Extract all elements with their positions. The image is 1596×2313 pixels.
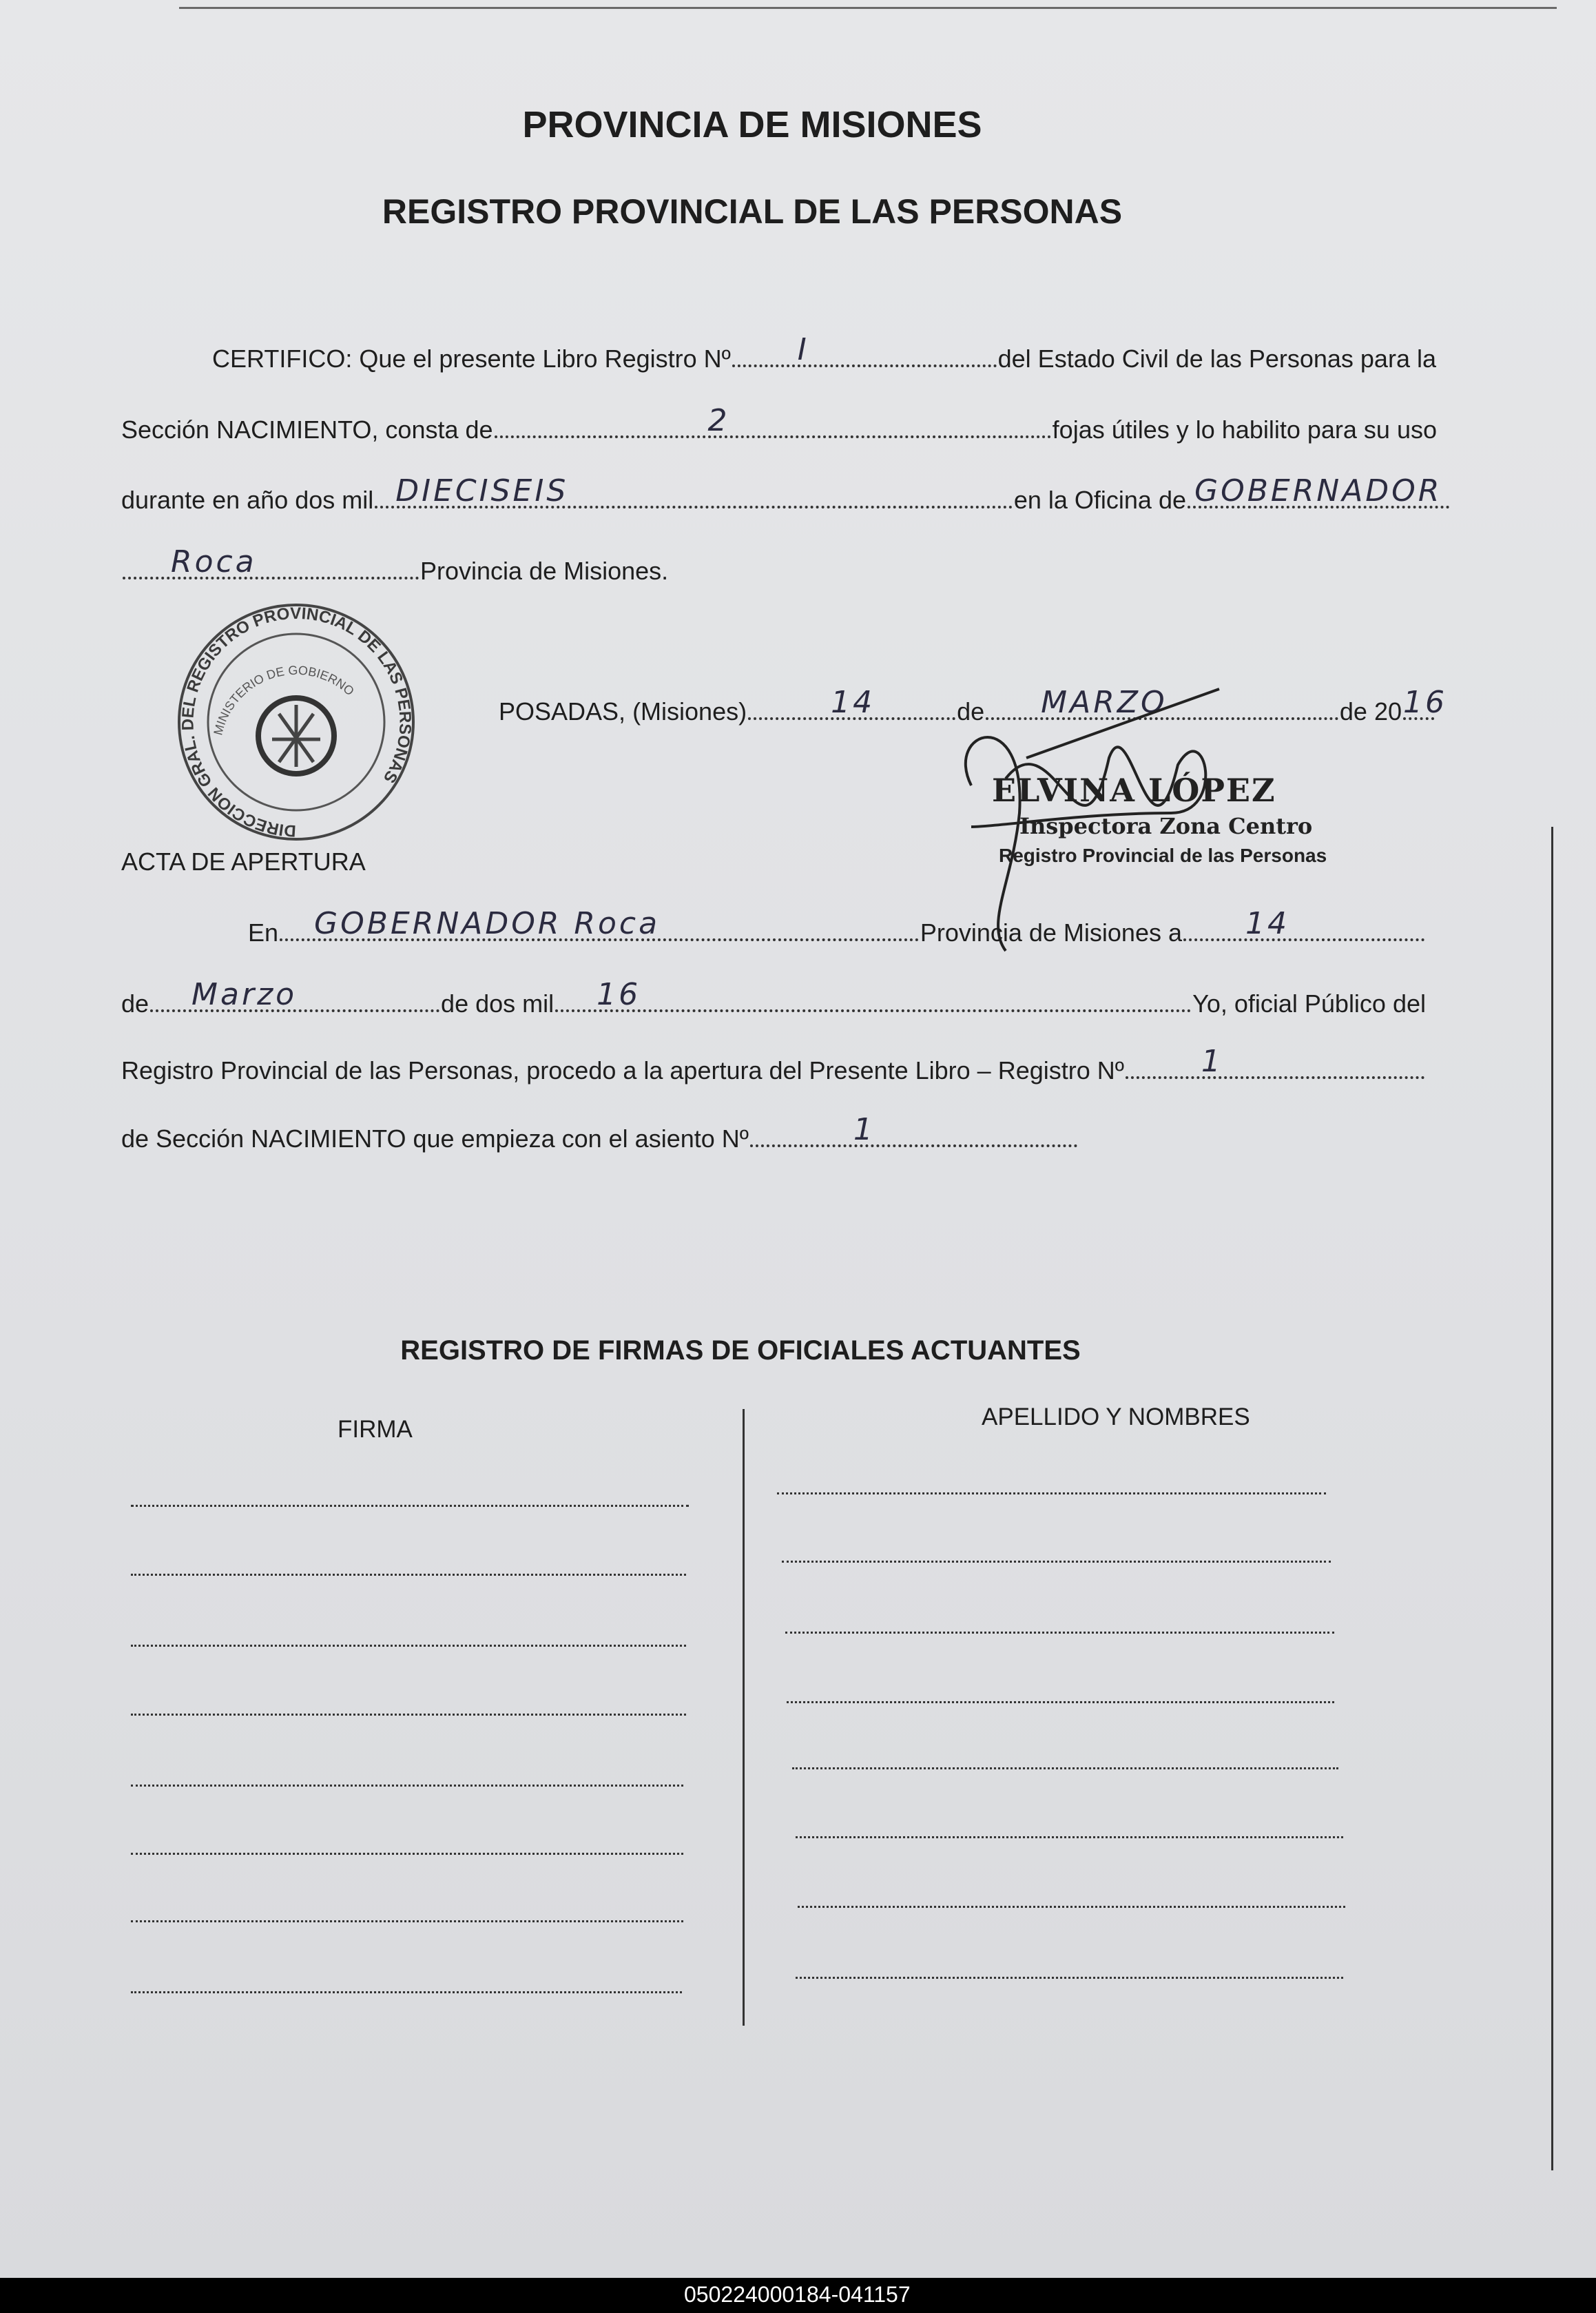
fill-field [123, 544, 419, 579]
handwritten-value: Marzo [191, 977, 298, 1012]
nombre-line [792, 1767, 1338, 1769]
signer-org: Registro Provincial de las Personas [999, 845, 1327, 866]
handwritten-value: 2 [707, 403, 730, 438]
text: de [957, 697, 985, 726]
fill-field [1126, 1044, 1424, 1079]
text: En [248, 918, 279, 947]
text: de dos mil [441, 989, 555, 1018]
nombre-line [782, 1561, 1331, 1563]
firmas-title: REGISTRO DE FIRMAS DE OFICIALES ACTUANTES [400, 1335, 1081, 1366]
nombre-line [796, 1836, 1343, 1838]
fill-field [1403, 685, 1447, 720]
text: Provincia de Misiones. [420, 557, 669, 585]
fill-field [1188, 473, 1449, 508]
handwritten-value: DIECISEIS [395, 473, 569, 508]
cert-line-3 [121, 473, 1451, 515]
fill-field [150, 977, 439, 1012]
document-title: PROVINCIA DE MISIONES [522, 104, 982, 145]
text: del Estado Civil de las Personas para la [997, 345, 1436, 373]
acta-line-2 [121, 977, 1426, 1018]
signer-name: ELVINA LÓPEZ [992, 772, 1276, 809]
page-edge [1551, 827, 1553, 2170]
cert-line-1 [212, 332, 1436, 373]
firma-line [131, 1785, 683, 1787]
text: fojas útiles y lo habilito para su uso [1052, 415, 1437, 444]
top-edge [179, 7, 1557, 9]
text: Provincia de Misiones a [920, 918, 1182, 947]
handwritten-value: GOBERNADOR Roca [314, 906, 661, 941]
fill-field [1183, 906, 1424, 941]
cert-line-4 [121, 544, 810, 586]
fill-field [555, 977, 1191, 1012]
nombre-line [785, 1632, 1334, 1634]
firma-line [131, 1714, 686, 1716]
acta-line-4 [121, 1112, 1079, 1153]
nombre-line [796, 1977, 1343, 1979]
text: CERTIFICO: Que el presente Libro Registro Nº [212, 345, 731, 373]
fill-field [748, 685, 955, 720]
text: Registro Provincial de las Personas, procedo a la apertura del Presente Libro – Registro Nº [121, 1056, 1124, 1084]
handwritten-value: I [797, 332, 809, 367]
text: Yo, oficial Público del [1192, 989, 1426, 1018]
acta-line-1 [248, 906, 1426, 947]
official-seal-stamp [172, 598, 420, 846]
firma-line [131, 1505, 689, 1507]
scan-footer [0, 2278, 1596, 2313]
text: de [121, 989, 149, 1018]
handwritten-value: GOBERNADOR [1194, 473, 1442, 508]
stamp-inner-text: MINISTERIO DE GOBIERNO [211, 663, 357, 737]
nombre-line [777, 1492, 1326, 1494]
signer-role: Inspectora Zona Centro [1019, 813, 1313, 839]
handwritten-value: 1 [853, 1112, 875, 1147]
handwritten-value: 16 [1403, 685, 1447, 720]
nombre-line [798, 1906, 1345, 1908]
text: de Sección NACIMIENTO que empieza con el asiento Nº [121, 1124, 749, 1153]
text: Sección NACIMIENTO, consta de [121, 415, 493, 444]
col-nombres-header: APELLIDO Y NOMBRES [982, 1404, 1250, 1430]
handwritten-value: Roca [171, 544, 257, 579]
firma-line [131, 1645, 686, 1647]
text: POSADAS, (Misiones) [499, 697, 747, 726]
text: durante en año dos mil [121, 486, 374, 514]
acta-line-3 [121, 1044, 1426, 1085]
handwritten-value: 16 [597, 977, 641, 1012]
stamp-outer-text: DIRECCION GRAL. DEL REGISTRO PROVINCIAL DE LAS PERSONAS [178, 604, 415, 841]
handwritten-value: 14 [831, 685, 875, 720]
fill-field [732, 332, 997, 367]
document-subtitle: REGISTRO PROVINCIAL DE LAS PERSONAS [382, 192, 1123, 231]
text: de 20 [1339, 697, 1402, 726]
firma-line [131, 1920, 683, 1922]
acta-title: ACTA DE APERTURA [121, 847, 366, 876]
firma-line [131, 1574, 686, 1576]
fill-field [495, 403, 1051, 438]
firma-line [131, 1853, 683, 1855]
text: en la Oficina de [1013, 486, 1186, 514]
handwritten-value: MARZO [1041, 685, 1168, 720]
cert-line-2 [121, 403, 1437, 444]
firma-line [131, 1991, 682, 1993]
fill-field [375, 473, 1013, 508]
nombre-line [787, 1701, 1334, 1703]
fill-field [280, 906, 919, 941]
column-divider [743, 1409, 745, 2026]
document-code: 050224000184-041157 [684, 2282, 911, 2307]
fill-field [750, 1112, 1077, 1147]
handwritten-value: 1 [1201, 1044, 1223, 1079]
signature-stamp [951, 772, 1327, 867]
handwritten-value: 14 [1245, 906, 1289, 941]
col-firma-header: FIRMA [338, 1416, 413, 1443]
